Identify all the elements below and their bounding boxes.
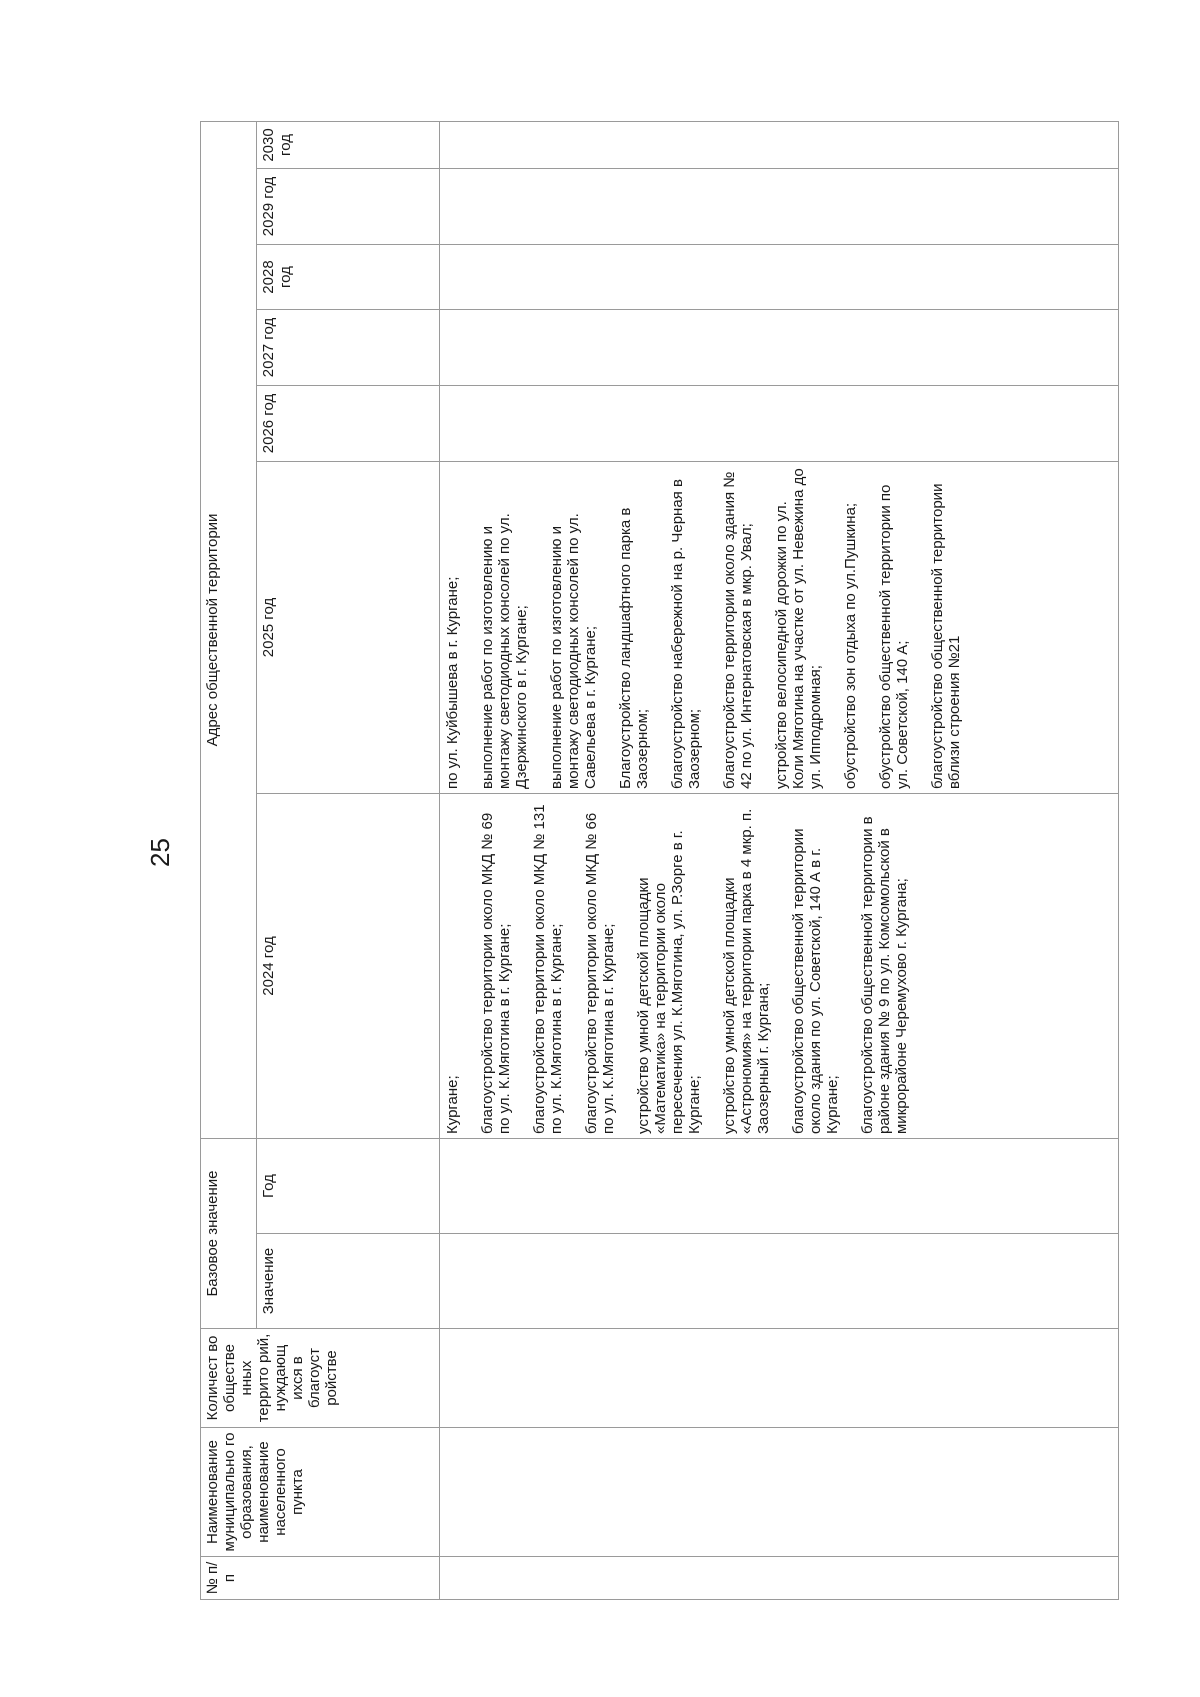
table-container bbox=[200, 122, 1120, 1600]
item-2024: благоустройство территории около МКД № 66 по ул. К.Мяготина в г. Кургане; bbox=[583, 812, 617, 1134]
rotated-sheet bbox=[200, 122, 1120, 1600]
page-number: 25 bbox=[144, 837, 175, 867]
item-2025: обустройство общественной территории по ул. Советской, 140 А; bbox=[877, 484, 911, 789]
header-address: Адрес общественной территории bbox=[201, 121, 257, 1138]
territory-table bbox=[200, 121, 1119, 1600]
item-2025: благоустройство набережной на р. Черная в Заозерном; bbox=[669, 479, 703, 789]
item-2024: Кургане; bbox=[444, 1075, 461, 1134]
header-year-2030: 2030 год bbox=[257, 121, 440, 168]
item-2025: Благоустройство ландшафтного парка в Заозерном; bbox=[617, 507, 651, 789]
header-num: № п/п bbox=[201, 1557, 440, 1600]
item-2025: обустройство зон отдыха по ул.Пушкина; bbox=[842, 502, 859, 789]
header-base-value: Базовое значение bbox=[201, 1139, 257, 1329]
item-2025: благоустройство общественной территории вблизи строения №21 bbox=[929, 483, 963, 789]
header-year-2026: 2026 год bbox=[257, 386, 440, 462]
item-2024: благоустройство общественной территории в районе здания № 9 по ул. Комсомольской в микрорайоне Черемухово г. Кургана; bbox=[859, 816, 910, 1134]
header-year-2027: 2027 год bbox=[257, 310, 440, 386]
item-2024: устройство умной детской площадки «Астрономия» на территории парка в 4 мкр. п. Заозерный г. Кургана; bbox=[721, 808, 772, 1134]
table-row bbox=[440, 121, 1119, 1599]
item-2025: благоустройство территории около здания № 42 по ул. Интернатовская в мкр. Увал; bbox=[721, 471, 755, 789]
item-2025: выполнение работ по изготовлению и монтажу светодиодных консолей по ул. Савельева в г. Кургане; bbox=[548, 513, 599, 789]
cell-num bbox=[440, 1557, 1119, 1600]
cell-2025 bbox=[440, 462, 1119, 794]
cell-2030 bbox=[440, 121, 1119, 168]
cell-base-value bbox=[440, 1234, 1119, 1329]
item-2024: благоустройство территории около МКД № 69 по ул. К.Мяготина в г. Кургане; bbox=[479, 812, 513, 1134]
cell-2026 bbox=[440, 386, 1119, 462]
header-territory-count: Количест во обществе нных террито рий, нуждающ ихся в благоуст ройстве bbox=[201, 1329, 440, 1428]
item-2024: благоустройство общественной территории около здания по ул. Советской, 140 А в г. Кургане; bbox=[790, 828, 841, 1134]
header-year-2024: 2024 год bbox=[257, 794, 440, 1139]
header-base-value-value: Значение bbox=[257, 1234, 440, 1329]
header-year-2029: 2029 год bbox=[257, 169, 440, 245]
cell-2029 bbox=[440, 169, 1119, 245]
cell-municipality bbox=[440, 1428, 1119, 1557]
item-2025: выполнение работ по изготовлению и монтажу светодиодных консолей по ул. Дзержинского в г. Кургане; bbox=[479, 513, 530, 789]
header-year-2028: 2028 год bbox=[257, 245, 440, 310]
cell-territory-count bbox=[440, 1329, 1119, 1428]
cell-2027 bbox=[440, 310, 1119, 386]
header-base-value-year: Год bbox=[257, 1139, 440, 1234]
item-2024: устройство умной детской площадки «Математика» на территории около пересечения ул. К.Мяготина, ул. Р.Зорге в г. Кургане; bbox=[635, 830, 703, 1134]
item-2025: по ул. Куйбышева в г. Кургане; bbox=[444, 576, 461, 789]
item-2024: благоустройство территории около МКД № 131 по ул. К.Мяготина в г. Кургане; bbox=[531, 804, 565, 1134]
header-year-2025: 2025 год bbox=[257, 462, 440, 794]
header-municipality: Наименование муниципально го образования, наименование населенного пункта bbox=[201, 1428, 440, 1557]
cell-2028 bbox=[440, 245, 1119, 310]
cell-2024 bbox=[440, 794, 1119, 1139]
cell-base-year bbox=[440, 1139, 1119, 1234]
item-2025: устройство велосипедной дорожки по ул. Коли Мяготина на участке от ул. Невежина до ул. Ипподромная; bbox=[773, 468, 824, 789]
